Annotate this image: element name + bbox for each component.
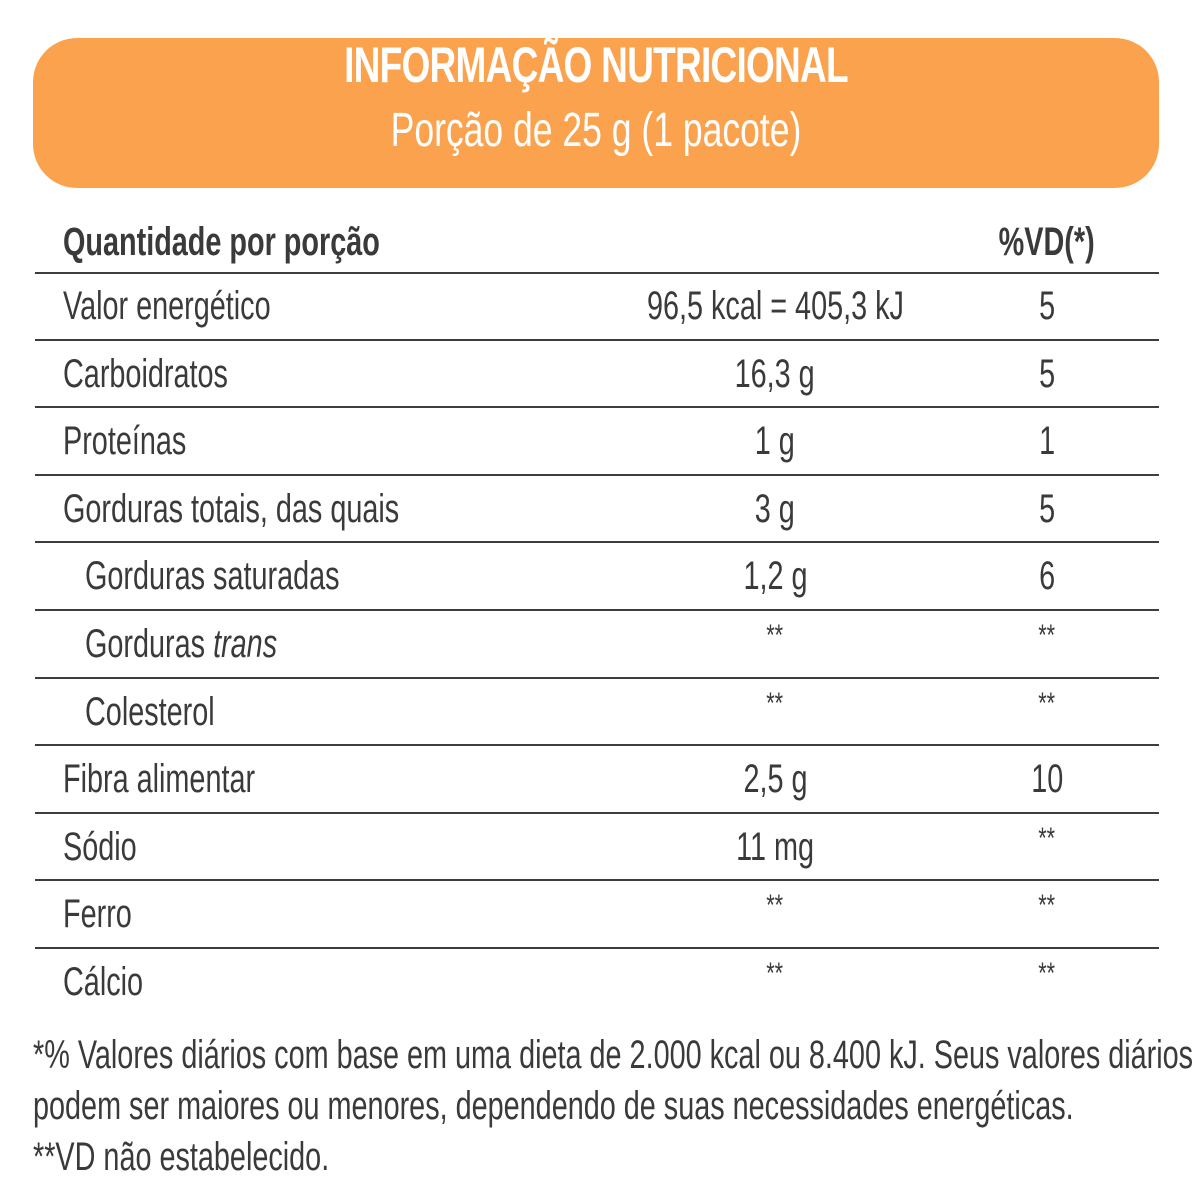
table-row bbox=[35, 273, 1159, 341]
column-label-vd: %VD(*) bbox=[998, 220, 1096, 264]
nutrient-vd: 10 bbox=[1030, 757, 1064, 802]
table-row bbox=[35, 881, 1159, 949]
nutrient-vd: 5 bbox=[1038, 284, 1056, 328]
nutrition-table bbox=[35, 273, 1159, 1015]
nutrient-amount: ** bbox=[766, 956, 784, 990]
nutrient-name: Cálcio bbox=[63, 959, 144, 1004]
nutrient-amount: ** bbox=[766, 686, 784, 720]
nutrient-vd: ** bbox=[1038, 956, 1056, 990]
nutrient-amount: 16,3 g bbox=[734, 351, 816, 396]
nutrient-name: Ferro bbox=[63, 892, 132, 937]
header-title: INFORMAÇÃO NUTRICIONAL bbox=[344, 37, 848, 93]
nutrient-vd: 5 bbox=[1038, 351, 1056, 396]
footnote bbox=[33, 1030, 1194, 1183]
nutrient-name: Valor energético bbox=[63, 284, 271, 328]
nutrient-vd: 1 bbox=[1038, 419, 1056, 464]
nutrient-name: Carboidratos bbox=[63, 351, 228, 396]
column-label-quantity: Quantidade por porção bbox=[63, 220, 380, 264]
table-header bbox=[35, 212, 1159, 274]
nutrient-vd: ** bbox=[1038, 686, 1056, 720]
nutrient-name: Colesterol bbox=[85, 689, 215, 734]
table-row bbox=[35, 408, 1159, 476]
nutrient-name: Sódio bbox=[63, 824, 137, 869]
table-row bbox=[35, 746, 1159, 814]
footnote-line: **VD não estabelecido. bbox=[33, 1135, 330, 1179]
nutrient-vd: ** bbox=[1038, 618, 1056, 652]
nutrient-name: Gorduras trans bbox=[85, 621, 278, 666]
nutrient-amount: 2,5 g bbox=[742, 757, 808, 802]
footnote-line: *% Valores diários com base em uma dieta de 2.000 kcal ou 8.400 kJ. Seus valores diários bbox=[33, 1033, 1194, 1077]
table-row bbox=[35, 341, 1159, 409]
nutrient-amount: 1,2 g bbox=[742, 554, 808, 599]
nutrient-amount: 11 mg bbox=[736, 824, 814, 869]
nutrient-vd: 5 bbox=[1038, 486, 1056, 531]
nutrient-amount: 3 g bbox=[754, 486, 796, 531]
nutrient-amount: 1 g bbox=[754, 419, 796, 464]
nutrient-name: Fibra alimentar bbox=[63, 757, 256, 802]
serving-size: Porção de 25 g (1 pacote) bbox=[390, 104, 802, 157]
table-row bbox=[35, 814, 1159, 882]
nutrient-name: Gorduras saturadas bbox=[85, 554, 340, 599]
table-row bbox=[35, 476, 1159, 544]
table-row bbox=[35, 949, 1159, 1015]
nutrient-name: Gorduras totais, das quais bbox=[63, 486, 400, 531]
footnote-line: podem ser maiores ou menores, dependendo de suas necessidades energéticas. bbox=[33, 1084, 1074, 1128]
nutrient-name: Proteínas bbox=[63, 419, 187, 464]
nutrient-amount: 96,5 kcal = 405,3 kJ bbox=[646, 284, 904, 328]
nutrient-vd: 6 bbox=[1038, 554, 1056, 599]
nutrient-vd: ** bbox=[1038, 821, 1056, 855]
nutrient-amount: ** bbox=[766, 618, 784, 652]
table-row bbox=[35, 679, 1159, 747]
table-row bbox=[35, 611, 1159, 679]
header-banner bbox=[33, 38, 1159, 188]
table-row bbox=[35, 543, 1159, 611]
nutrient-vd: ** bbox=[1038, 889, 1056, 923]
nutrient-amount: ** bbox=[766, 889, 784, 923]
